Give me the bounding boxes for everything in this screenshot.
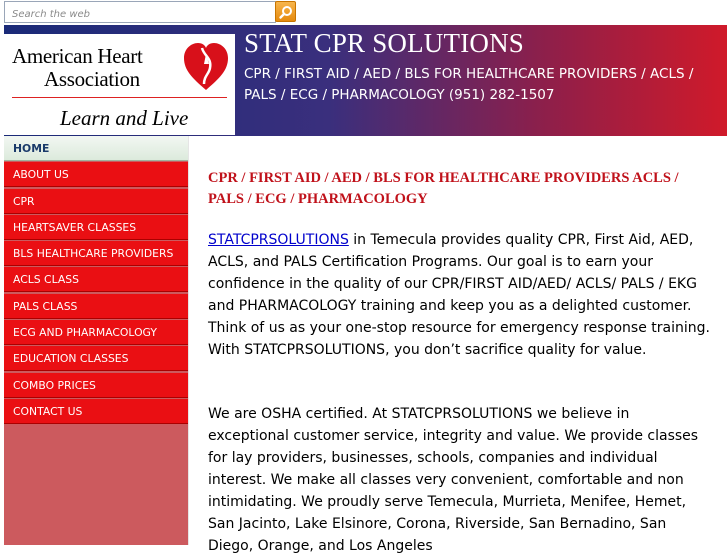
nav-item-combo-prices[interactable]: COMBO PRICES: [4, 373, 188, 398]
nav-item-contact-us[interactable]: CONTACT US: [4, 399, 188, 424]
intro-paragraph-text: in Temecula provides quality CPR, First Aid, AED, ACLS, and PALS Certification Programs. Our goal is to earn your confidence in the quality of our CPR/FIRST AID/AED/ ACLS/ PALS / EKG and PHARMACOLOGY training and keep you as a delighted customer. Think of us as your one-stop resource for emergency response training. With STATCPRSOLUTIONS, you don’t sacrifice quality for value.: [208, 232, 710, 358]
nav-item-heartsaver-classes[interactable]: HEARTSAVER CLASSES: [4, 215, 188, 240]
site-subtitle: CPR / FIRST AID / AED / BLS FOR HEALTHCARE PROVIDERS / ACLS / PALS / ECG / PHARMACOLOGY (951) 282-1507: [244, 66, 694, 103]
main-content: [188, 136, 727, 554]
nav-item-cpr[interactable]: CPR: [4, 189, 188, 214]
heart-torch-icon: [182, 40, 230, 94]
content-heading: CPR / FIRST AID / AED / BLS FOR HEALTHCARE PROVIDERS ACLS / PALS / ECG / PHARMACOLOGY: [208, 170, 679, 207]
aha-logo-line2: Association: [44, 67, 140, 91]
top-search-bar: [0, 0, 727, 25]
nav-item-acls-class[interactable]: ACLS CLASS: [4, 267, 188, 292]
nav-item-home[interactable]: HOME: [4, 136, 188, 161]
search-button[interactable]: [275, 1, 296, 22]
search-icon: [279, 5, 293, 19]
site-title: STAT CPR SOLUTIONS: [244, 28, 524, 58]
aha-logo: [4, 34, 235, 135]
aha-logo-tagline: Learn and Live: [60, 106, 189, 130]
search-box: [4, 1, 276, 23]
statcprsolutions-link[interactable]: STATCPRSOLUTIONS: [208, 232, 349, 248]
aha-logo-divider: [12, 97, 227, 98]
osha-paragraph: We are OSHA certified. At STATCPRSOLUTIONS we believe in exceptional customer service, integrity and value. We provide classes for lay providers, businesses, schools, companies and individual interest. We make all classes very convenient, comfortable and non intimidating. We proudly serve Temecula, Murrieta, Menifee, Hemet, San Jacinto, Lake Elsinore, Corona, Riverside, San Bernadino, San Diego, Orange, and Los Angeles: [208, 406, 699, 554]
nav-item-pals-class[interactable]: PALS CLASS: [4, 294, 188, 319]
sidebar-nav: [4, 136, 188, 545]
search-input[interactable]: [5, 5, 275, 25]
aha-logo-line1: American Heart: [12, 44, 143, 68]
nav-item-education-classes[interactable]: EDUCATION CLASSES: [4, 346, 188, 371]
nav-item-bls-healthcare-providers[interactable]: BLS HEALTHCARE PROVIDERS: [4, 241, 188, 266]
nav-item-ecg-and-pharmacology[interactable]: ECG AND PHARMACOLOGY: [4, 320, 188, 345]
intro-paragraph: [208, 229, 714, 361]
nav-item-about-us[interactable]: ABOUT US: [4, 162, 188, 187]
